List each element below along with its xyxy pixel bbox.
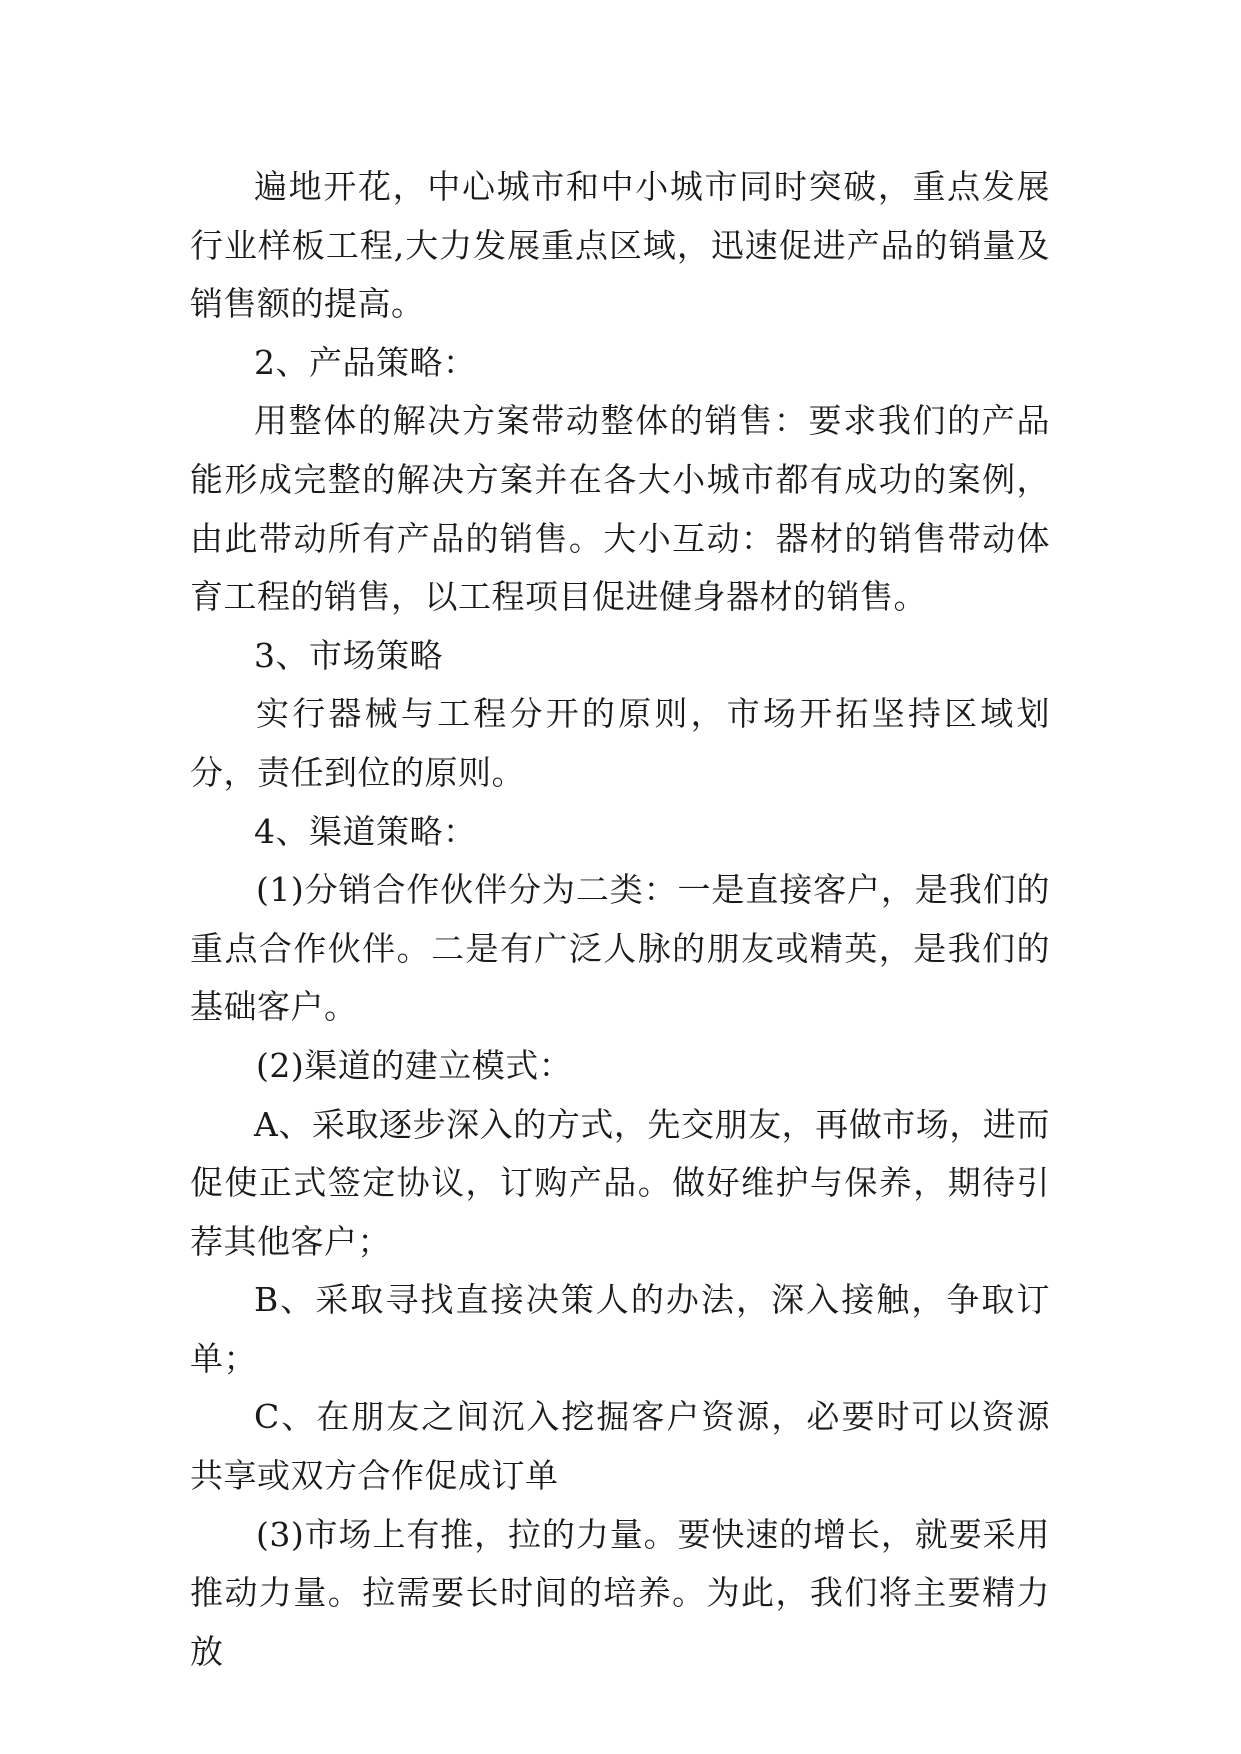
heading-market-strategy: 3、市场策略 — [254, 635, 443, 675]
paragraph-model-c: C、在朋友之间沉入挖掘客户资源，必要时可以资源共享或双方合作促成订单 — [190, 1397, 1050, 1496]
heading-product-strategy: 2、产品策略： — [254, 342, 477, 382]
paragraph-push-pull: (3)市场上有推，拉的力量。要快速的增长，就要采用推动力量。拉需要长时间的培养。为此，我们将主要精力放 — [190, 1514, 1050, 1671]
heading-channel-strategy: 4、渠道策略： — [254, 811, 477, 851]
paragraph-market-strategy: 实行器械与工程分开的原则，市场开拓坚持区域划分，责任到位的原则。 — [190, 694, 1050, 792]
paragraph-model-b: B、采取寻找直接决策人的办法，深入接触，争取订单； — [190, 1280, 1050, 1378]
paragraph-market-breakthrough: 遍地开花，中心城市和中小城市同时突破，重点发展行业样板工程,大力发展重点区域，迅速促进产品的销量及销售额的提高。 — [190, 167, 1050, 324]
paragraph-product-strategy: 用整体的解决方案带动整体的销售：要求我们的产品能形成完整的解决方案并在各大小城市都有成功的案例，由此带动所有产品的销售。大小互动：器材的销售带动体育工程的销售，以工程项目促进健身器材的销售。 — [190, 401, 1050, 617]
paragraph-model-a: A、采取逐步深入的方式，先交朋友，再做市场，进而促使正式签定协议，订购产品。做好维护与保养，期待引荐其他客户； — [190, 1104, 1050, 1261]
paragraph-channel-partners: (1)分销合作伙伴分为二类：一是直接客户，是我们的重点合作伙伴。二是有广泛人脉的朋友或精英，是我们的基础客户。 — [190, 870, 1050, 1027]
document-body — [190, 158, 1050, 1681]
heading-channel-model: (2)渠道的建立模式： — [256, 1045, 573, 1085]
